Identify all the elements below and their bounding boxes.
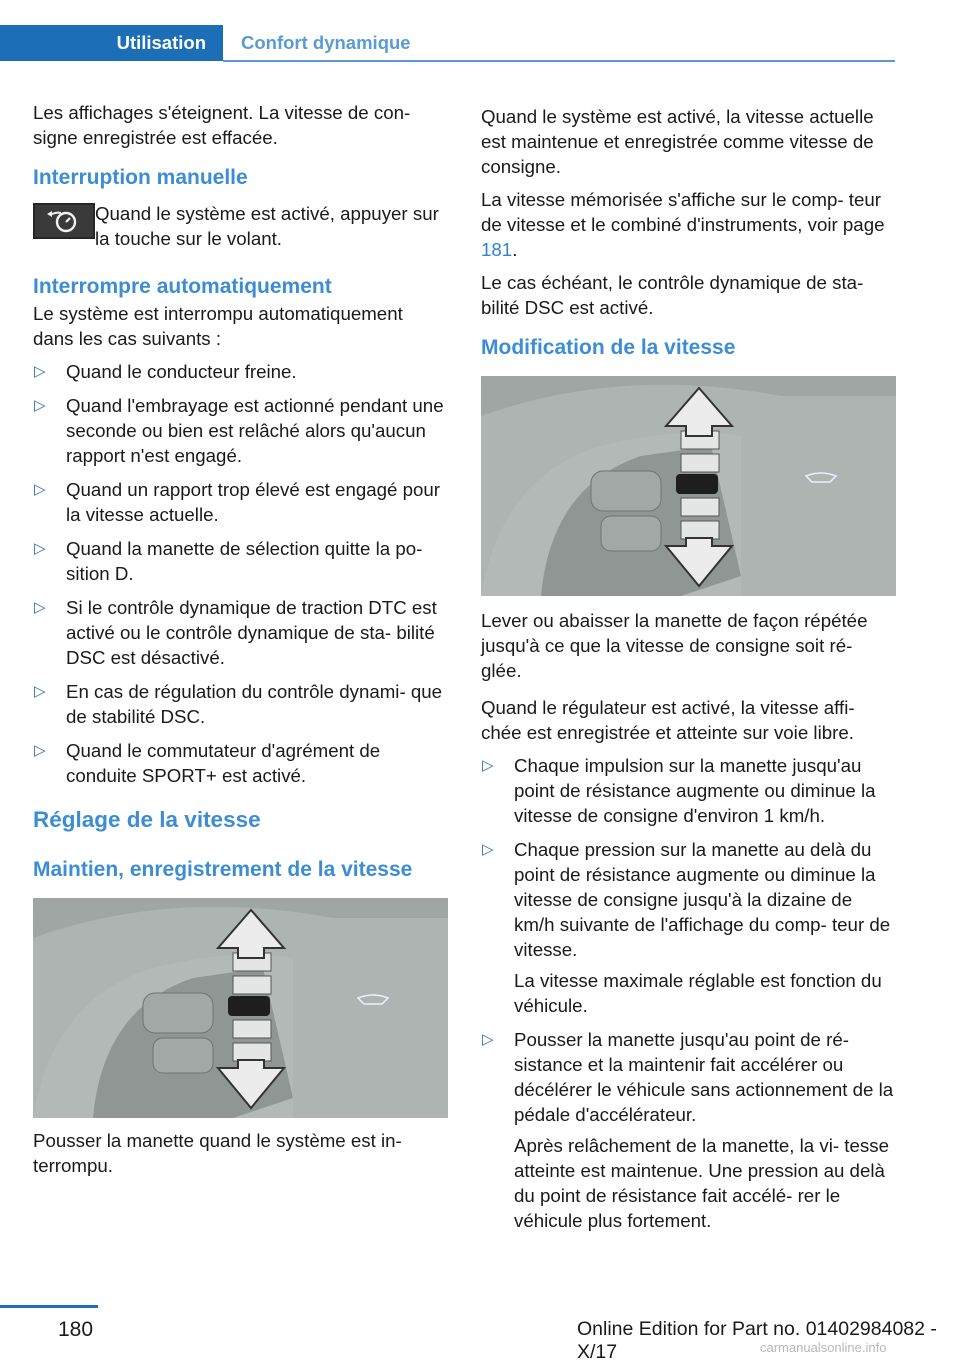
edition-note: Online Edition for Part no. 01402984082 - X/17 [577, 1318, 937, 1363]
modification-bullet-list [481, 753, 896, 1233]
list-item: ▷ Quand le commutateur d'agrément de conduite SPORT+ est activé. [34, 740, 381, 786]
paragraph: Le cas échéant, le contrôle dynamique de sta‐ bilité DSC est activé. [481, 272, 864, 318]
right-column [481, 104, 896, 1242]
paragraph: La vitesse mémorisée s'affiche sur le comp‐ teur de vitesse et le combiné d'instruments, voir page 181. [481, 189, 885, 260]
heading-maintien: Maintien, enregistrement de la vitesse [33, 858, 413, 881]
list-item: ▷ Quand la manette de sélection quitte la po‐ sition D. [34, 538, 423, 584]
tab-confort-dynamique[interactable]: Confort dynamique [241, 32, 411, 53]
list-item: ▷ Quand l'embrayage est actionné pendant une seconde ou bien est relâché alors qu'aucun rapport n'est engagé. [34, 395, 444, 466]
heading-interrompre-auto: Interrompre automatiquement [33, 275, 332, 298]
triangle-bullet-icon: ▷ [34, 397, 46, 414]
heading-interruption-manuelle: Interruption manuelle [33, 166, 248, 189]
page-link[interactable]: 181 [481, 239, 513, 260]
tab-utilisation[interactable]: Utilisation [0, 25, 223, 61]
bullet-note: La vitesse maximale réglable est fonction du véhicule. [514, 970, 882, 1016]
paragraph: Les affichages s'éteignent. La vitesse de con‐ signe enregistrée est effacée. [33, 102, 411, 148]
triangle-bullet-icon: ▷ [482, 1031, 494, 1048]
caption: Pousser la manette quand le système est in‐ terrompu. [33, 1130, 402, 1176]
list-item: ▷ Chaque impulsion sur la manette jusqu'au point de résistance augmente ou diminue la vitesse de consigne d'environ 1 km/h. [482, 755, 876, 826]
heading-modification: Modification de la vitesse [481, 336, 736, 359]
steering-wheel-button-icon [33, 203, 95, 239]
interruption-text: Quand le système est activé, appuyer sur la touche sur le volant. [95, 203, 439, 249]
paragraph: Quand le système est activé, la vitesse actuelle est maintenue et enregistrée comme vitesse de consigne. [481, 106, 874, 177]
auto-intro: Le système est interrompu automatiquement dans les cas suivants : [33, 303, 403, 349]
left-column [33, 100, 448, 1188]
triangle-bullet-icon: ▷ [34, 363, 46, 380]
list-item: ▷ Pousser la manette jusqu'au point de ré‐ sistance et la maintenir fait accélérer ou décélérer le véhicule sans actionnement de la pédale d'accélérateur. Après relâchement de la manette, la vi‐ tesse atteinte est maintenue. Une pression au delà du point de résistance fait accélé‐ rer le véhicule plus fortement. [481, 1027, 896, 1233]
steering-lever-photo-up-down [33, 898, 448, 1118]
auto-bullet-list [33, 359, 448, 788]
triangle-bullet-icon: ▷ [482, 841, 494, 858]
steering-lever-photo-modification [481, 376, 896, 596]
triangle-bullet-icon: ▷ [34, 683, 46, 700]
watermark: carmanualsonline.info [760, 1340, 887, 1355]
interruption-row [33, 201, 448, 273]
triangle-bullet-icon: ▷ [34, 540, 46, 557]
bullet-note: Après relâchement de la manette, la vi‐ tesse atteinte est maintenue. Une pression au delà du point de résistance fait accélé‐ rer le véhicule plus fortement. [514, 1135, 889, 1231]
paragraph: Lever ou abaisser la manette de façon répétée jusqu'à ce que la vitesse de consigne soit ré‐ glée. [481, 610, 868, 681]
list-item: ▷ Si le contrôle dynamique de traction DTC est activé ou le contrôle dynamique de sta‐ bilité DSC est désactivé. [34, 597, 437, 668]
list-item: ▷ En cas de régulation du contrôle dynami‐ que de stabilité DSC. [34, 681, 443, 727]
triangle-bullet-icon: ▷ [34, 481, 46, 498]
triangle-bullet-icon: ▷ [482, 757, 494, 774]
triangle-bullet-icon: ▷ [34, 599, 46, 616]
paragraph: Quand le régulateur est activé, la vitesse affi‐ chée est enregistrée et atteinte sur voie libre. [481, 697, 855, 743]
header-rule [223, 60, 895, 62]
triangle-bullet-icon: ▷ [34, 742, 46, 759]
list-item: ▷ Quand le conducteur freine. [34, 361, 297, 382]
list-item: ▷ Chaque pression sur la manette au delà du point de résistance augmente ou diminue la vitesse de consigne jusqu'à la dizaine de km/h suivante de l'affichage du comp‐ teur de vitesse. La vitesse maximale réglable est fonction du véhicule. [481, 837, 896, 1018]
heading-reglage-vitesse: Réglage de la vitesse [33, 807, 261, 832]
page-number: 180 [58, 1318, 94, 1341]
footer-rule [0, 1305, 98, 1308]
list-item: ▷ Quand un rapport trop élevé est engagé pour la vitesse actuelle. [34, 479, 441, 525]
